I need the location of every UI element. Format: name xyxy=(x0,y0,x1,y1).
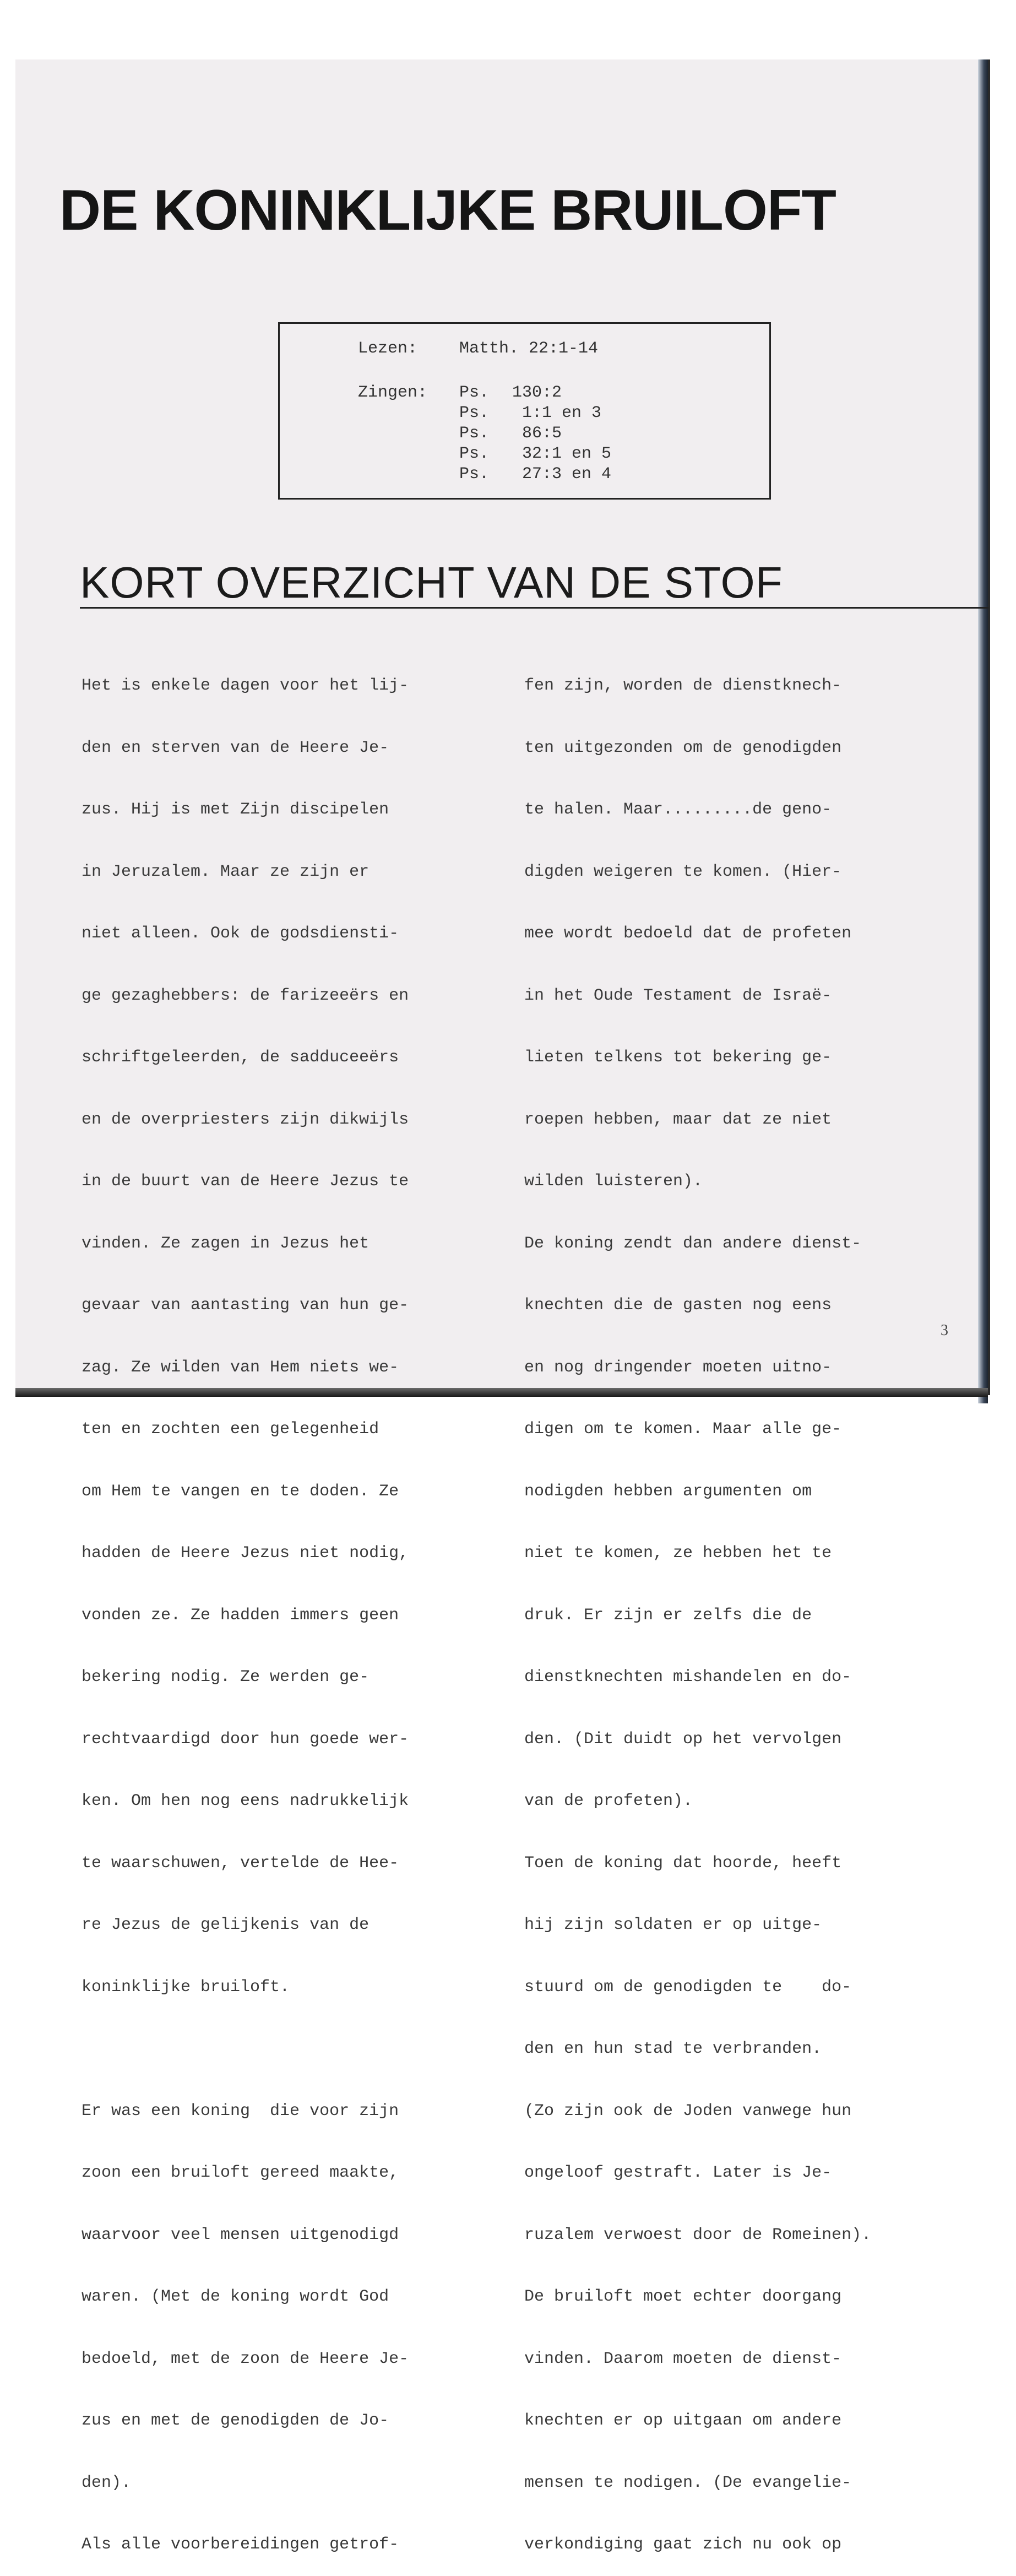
text-line: dienstknechten mishandelen en do- xyxy=(524,1668,852,1686)
text-line: ken. Om hen nog eens nadrukkelijk xyxy=(82,1792,409,1810)
lezen-value: Matth. 22:1-14 xyxy=(459,339,599,358)
text-line: om Hem te vangen en te doden. Ze xyxy=(82,1482,399,1501)
psalm-book: Ps. xyxy=(459,404,490,422)
zingen-label: Zingen: xyxy=(358,383,428,402)
text-line: (Zo zijn ook de Joden vanwege hun xyxy=(524,2101,852,2121)
text-line: ongeloof gestraft. Later is Je- xyxy=(524,2163,832,2182)
text-line: lieten telkens tot bekering ge- xyxy=(524,1048,832,1067)
text-line: fen zijn, worden de dienstknech- xyxy=(524,676,842,695)
text-line: hij zijn soldaten er op uitge- xyxy=(524,1916,822,1934)
text-line: druk. Er zijn er zelfs die de xyxy=(524,1606,812,1625)
text-line: den en hun stad te verbranden. xyxy=(524,2040,822,2058)
text-line: bedoeld, met de zoon de Heere Je- xyxy=(82,2349,409,2368)
text-line: De bruiloft moet echter doorgang xyxy=(524,2287,842,2306)
psalm-book: Ps. xyxy=(459,465,490,484)
text-line: koninklijke bruiloft. xyxy=(82,1977,290,1997)
text-line: re Jezus de gelijkenis van de xyxy=(82,1916,370,1934)
text-line: bekering nodig. Ze werden ge- xyxy=(82,1668,370,1686)
text-line: niet alleen. Ook de godsdiensti- xyxy=(82,924,399,943)
text-line: Als alle voorbereidingen getrof- xyxy=(82,2535,399,2554)
text-line: zag. Ze wilden van Hem niets we- xyxy=(82,1358,399,1377)
text-line: vinden. Daarom moeten de dienst- xyxy=(524,2349,842,2368)
text-line: nodigden hebben argumenten om xyxy=(524,1482,812,1501)
text-line: en de overpriesters zijn dikwijls xyxy=(82,1110,409,1129)
text-line: knechten er op uitgaan om andere xyxy=(524,2411,842,2430)
reading-box xyxy=(278,322,771,500)
psalm-book: Ps. xyxy=(459,424,490,443)
text-line: zus. Hij is met Zijn discipelen xyxy=(82,800,389,819)
text-line: digden weigeren te komen. (Hier- xyxy=(524,862,842,881)
section-title: KORT OVERZICHT VAN DE STOF xyxy=(80,558,783,607)
text-line: te waarschuwen, vertelde de Hee- xyxy=(82,1853,399,1873)
text-line: Er was een koning die voor zijn xyxy=(82,2101,399,2121)
text-line: den en sterven van de Heere Je- xyxy=(82,738,389,757)
psalm-ref: 86:5 xyxy=(522,424,562,443)
text-line: zoon een bruiloft gereed maakte, xyxy=(82,2163,399,2182)
text-line: in het Oude Testament de Israë- xyxy=(524,986,832,1005)
text-column-left xyxy=(82,634,517,2576)
psalm-ref: 27:3 en 4 xyxy=(522,465,612,484)
text-line: zus en met de genodigden de Jo- xyxy=(82,2411,389,2430)
text-line: stuurd om de genodigden te do- xyxy=(524,1977,852,1997)
text-line: waarvoor veel mensen uitgenodigd xyxy=(82,2225,399,2244)
text-line: vonden ze. Ze hadden immers geen xyxy=(82,1606,399,1625)
psalm-ref: 130:2 xyxy=(512,383,562,402)
text-column-right xyxy=(524,634,959,2576)
text-line: gevaar van aantasting van hun ge- xyxy=(82,1296,409,1315)
text-line xyxy=(82,2039,517,2060)
text-line: ruzalem verwoest door de Romeinen). xyxy=(524,2225,872,2244)
text-line: knechten die de gasten nog eens xyxy=(524,1296,832,1315)
text-line: en nog dringender moeten uitno- xyxy=(524,1358,832,1377)
text-line: mensen te nodigen. (De evangelie- xyxy=(524,2473,852,2492)
text-line: hadden de Heere Jezus niet nodig, xyxy=(82,1544,409,1563)
text-line: te halen. Maar.........de geno- xyxy=(524,800,832,819)
text-line: van de profeten). xyxy=(524,1792,693,1810)
text-line: ten en zochten een gelegenheid xyxy=(82,1420,379,1439)
text-line: ge gezaghebbers: de farizeeërs en xyxy=(82,986,409,1005)
psalm-book: Ps. xyxy=(459,383,490,402)
page-number: 3 xyxy=(941,1322,948,1339)
psalm-ref: 32:1 en 5 xyxy=(522,444,612,463)
psalm-book: Ps. xyxy=(459,444,490,463)
text-line: digen om te komen. Maar alle ge- xyxy=(524,1420,842,1439)
lezen-label: Lezen: xyxy=(358,339,418,358)
page-edge-right xyxy=(978,59,988,1403)
text-line: den). xyxy=(82,2473,132,2492)
text-line: verkondiging gaat zich nu ook op xyxy=(524,2535,842,2554)
psalm-ref: 1:1 en 3 xyxy=(522,404,602,422)
section-rule xyxy=(80,607,988,609)
text-line: roepen hebben, maar dat ze niet xyxy=(524,1110,832,1129)
text-line: waren. (Met de koning wordt God xyxy=(82,2287,389,2306)
text-line: wilden luisteren). xyxy=(524,1172,703,1191)
text-line: den. (Dit duidt op het vervolgen xyxy=(524,1729,842,1749)
text-line: Toen de koning dat hoorde, heeft xyxy=(524,1853,842,1873)
page-title: DE KONINKLIJKE BRUILOFT xyxy=(59,178,836,242)
text-line: in Jeruzalem. Maar ze zijn er xyxy=(82,862,370,881)
text-line: Het is enkele dagen voor het lij- xyxy=(82,676,409,695)
text-line: ten uitgezonden om de genodigden xyxy=(524,738,842,757)
text-line: mee wordt bedoeld dat de profeten xyxy=(524,924,852,943)
text-line: schriftgeleerden, de sadduceeërs xyxy=(82,1048,399,1067)
text-line: vinden. Ze zagen in Jezus het xyxy=(82,1234,370,1253)
text-line: niet te komen, ze hebben het te xyxy=(524,1544,832,1563)
text-line: in de buurt van de Heere Jezus te xyxy=(82,1172,409,1191)
text-line: rechtvaardigd door hun goede wer- xyxy=(82,1729,409,1749)
text-line: De koning zendt dan andere dienst- xyxy=(524,1234,862,1253)
